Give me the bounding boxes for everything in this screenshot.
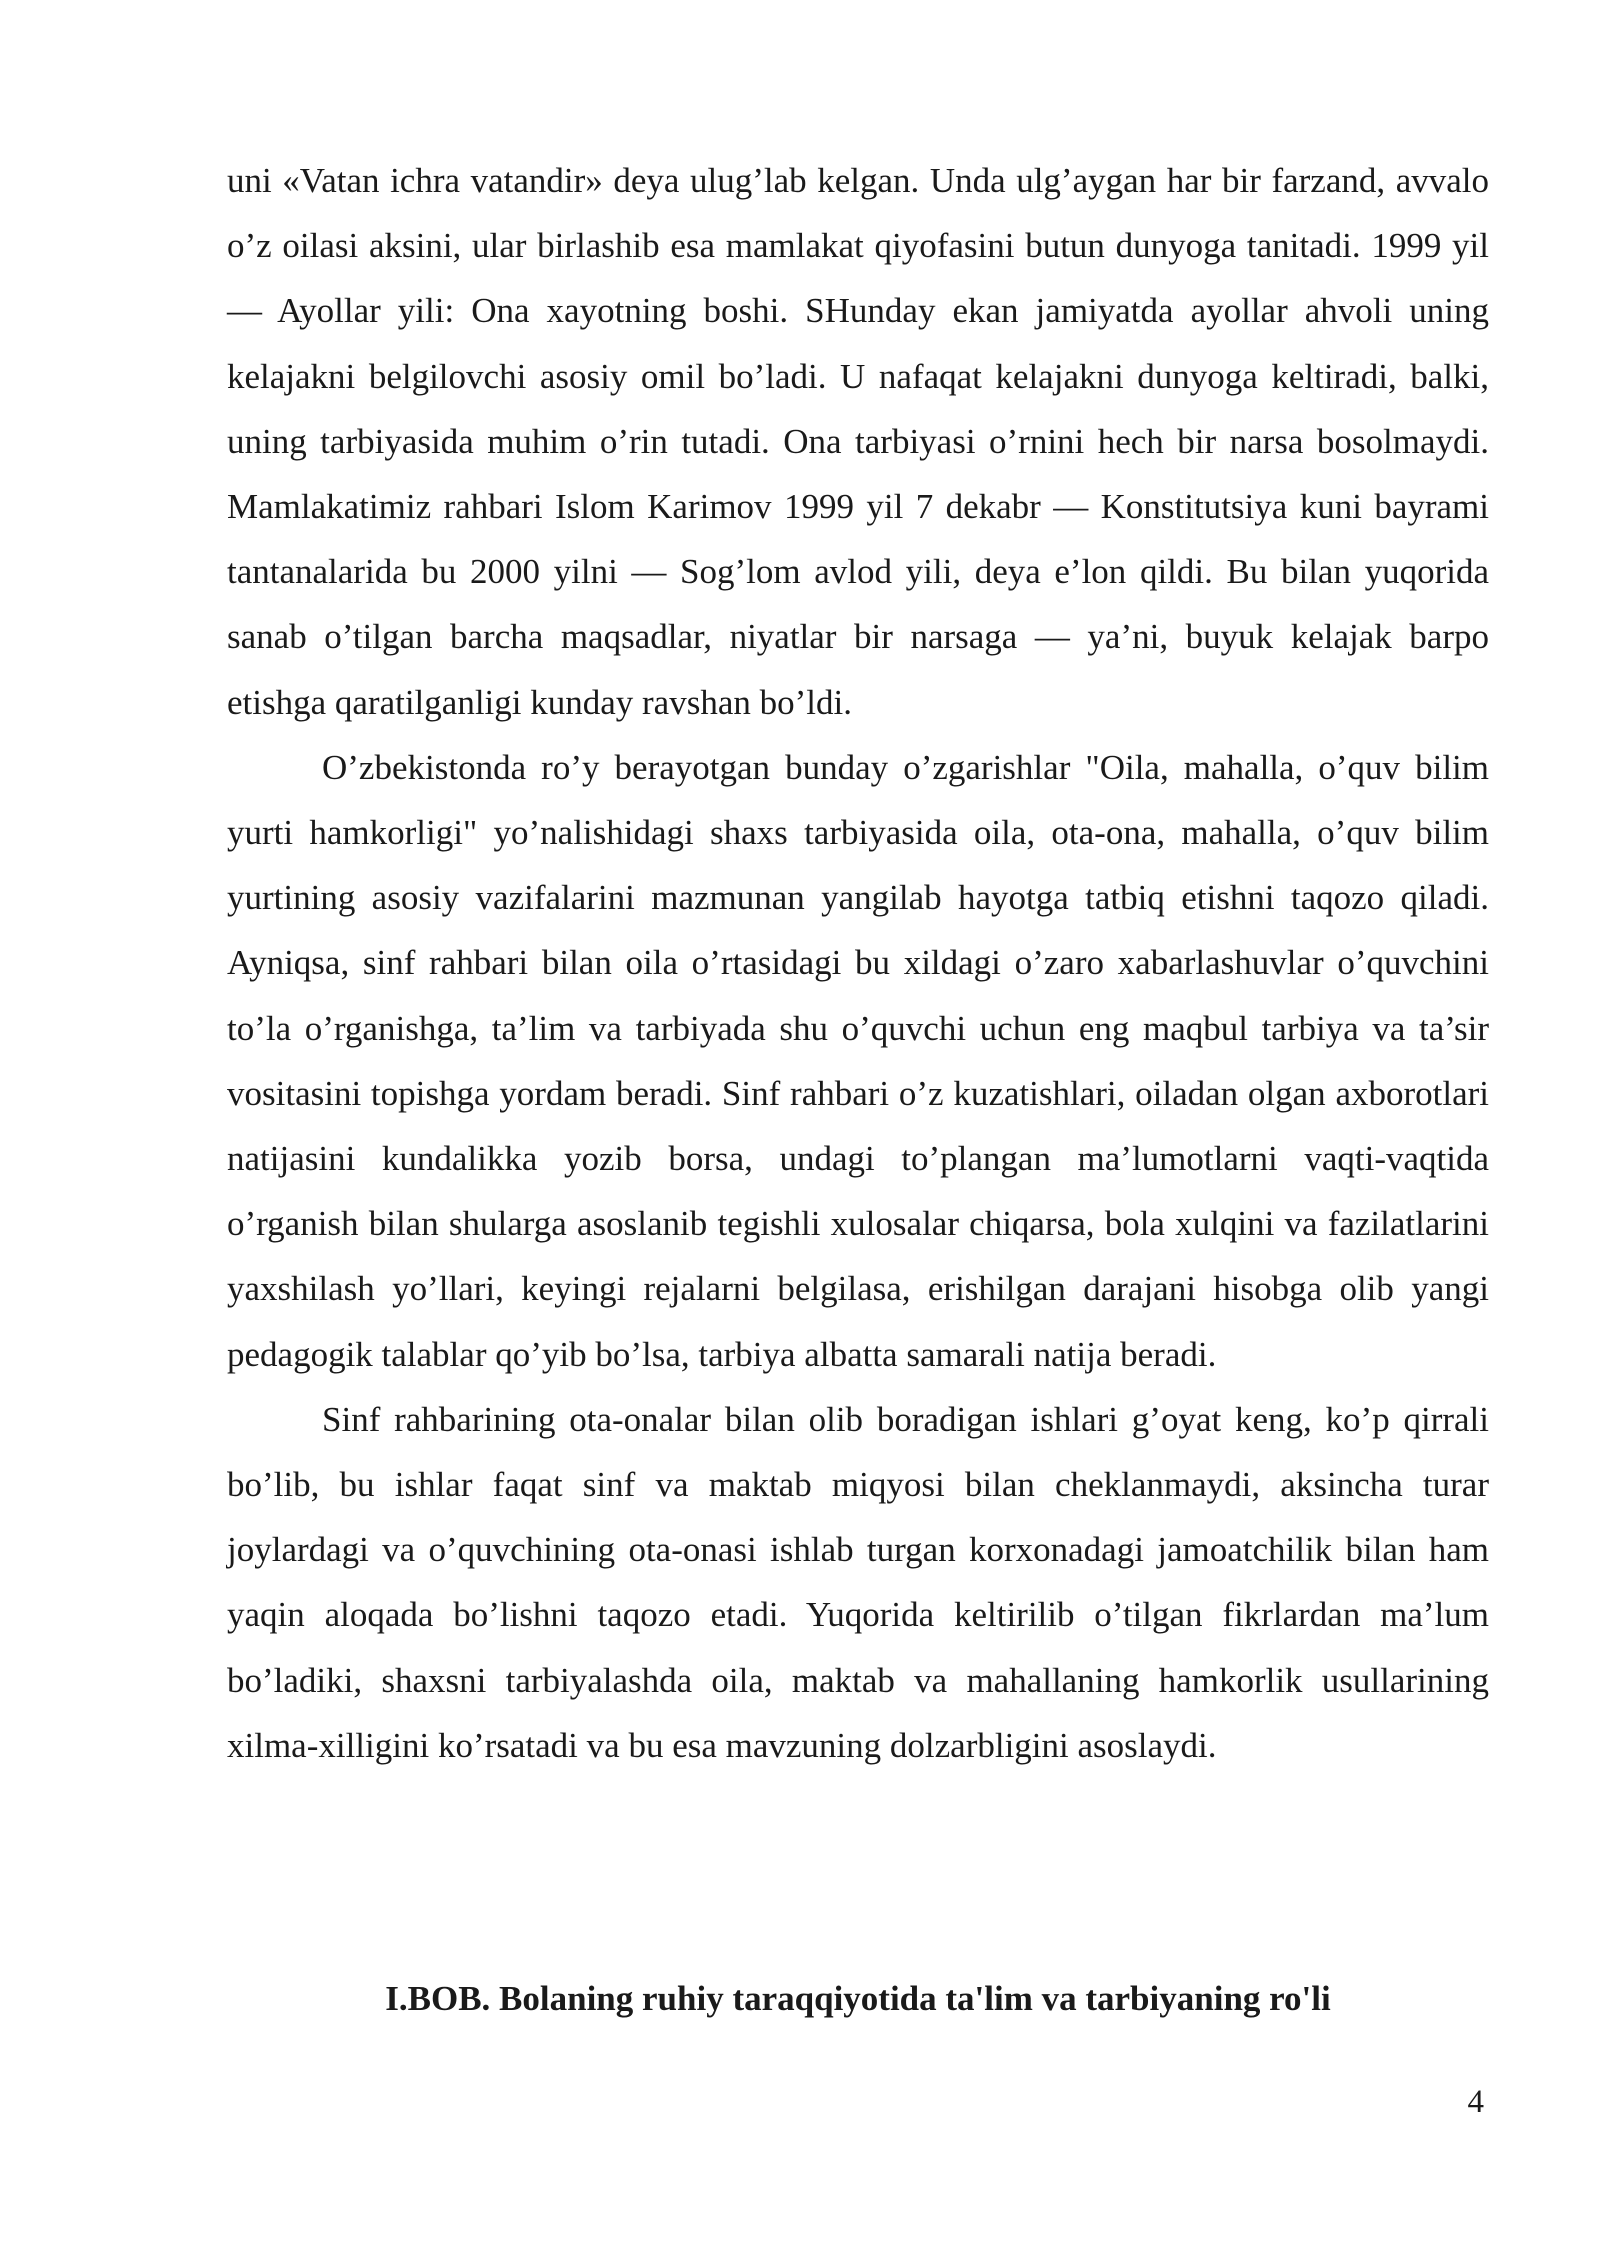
paragraph: Sinf rahbarining ota-onalar bilan olib boradigan ishlari g’oyat keng, ko’p qirrali bo’lib, bu ishlar faqat sinf va maktab miqyosi bilan cheklanmaydi, aksincha turar joylardagi va o’quvchining ota-onasi ishlab turgan korxonadagi jamoatchilik bilan ham yaqin aloqada bo’lishni taqozo etadi. Yuqorida keltirilib o’tilgan fikrlardan ma’lum bo’ladiki, shaxsni tarbiyalashda oila, maktab va mahallaning hamkorlik usullarining xilma-xilligini ko’rsatadi va bu esa mavzuning dolzarbligini asoslaydi. xyxy=(227,1399,1489,1765)
body-text xyxy=(227,148,1489,1778)
paragraph: O’zbekistonda ro’y berayotgan bunday o’zgarishlar "Oila, mahalla, o’quv bilim yurti hamkorligi" yo’nalishidagi shaxs tarbiyasida oila, ota-ona, mahalla, o’quv bilim yurtining asosiy vazifalarini mazmunan yangilab hayotga tatbiq etishni taqozo qiladi. Ayniqsa, sinf rahbari bilan oila o’rtasidagi bu xildagi o’zaro xabarlashuvlar o’quvchini to’la o’rganishga, ta’lim va tarbiyada shu o’quvchi uchun eng maqbul tarbiya va ta’sir vositasini topishga yordam beradi. Sinf rahbari o’z kuzatishlari, oiladan olgan axborotlari natijasini kundalikka yozib borsa, undagi to’plangan ma’lumotlarni vaqti-vaqtida o’rganish bilan shularga asoslanib tegishli xulosalar chiqarsa, bola xulqini va fazilatlarini yaxshilash yo’llari, keyingi rejalarni belgilasa, erishilgan darajani hisobga olib yangi pedagogik talablar qo’yib bo’lsa, tarbiya albatta samarali natija beradi. xyxy=(227,747,1489,1374)
chapter-heading: I.BOB. Bolaning ruhiy taraqqiyotida ta'lim va tarbiyaning ro'li xyxy=(385,1979,1331,2018)
paragraph-continued: uni «Vatan ichra vatandir» deya ulug’lab kelgan. Unda ulg’aygan har bir farzand, avvalo o’z oilasi aksini, ular birlashib esa mamlakat qiyofasini butun dunyoga tanitadi. 1999 yil — Ayollar yili: Ona xayotning boshi. SHunday ekan jamiyatda ayollar ahvoli uning kelajakni belgilovchi asosiy omil bo’ladi. U nafaqat kelajakni dunyoga keltiradi, balki, uning tarbiyasida muhim o’rin tutadi. Ona tarbiyasi o’rnini hech bir narsa bosolmaydi. Mamlakatimiz rahbari Islom Karimov 1999 yil 7 dekabr — Konstitutsiya kuni bayrami tantanalarida bu 2000 yilni — Sog’lom avlod yili, deya e’lon qildi. Bu bilan yuqorida sanab o’tilgan barcha maqsadlar, niyatlar bir narsaga — ya’ni, buyuk kelajak barpo etishga qaratilganligi kunday ravshan bo’ldi. xyxy=(227,161,1489,722)
page-number: 4 xyxy=(1467,2084,1484,2120)
